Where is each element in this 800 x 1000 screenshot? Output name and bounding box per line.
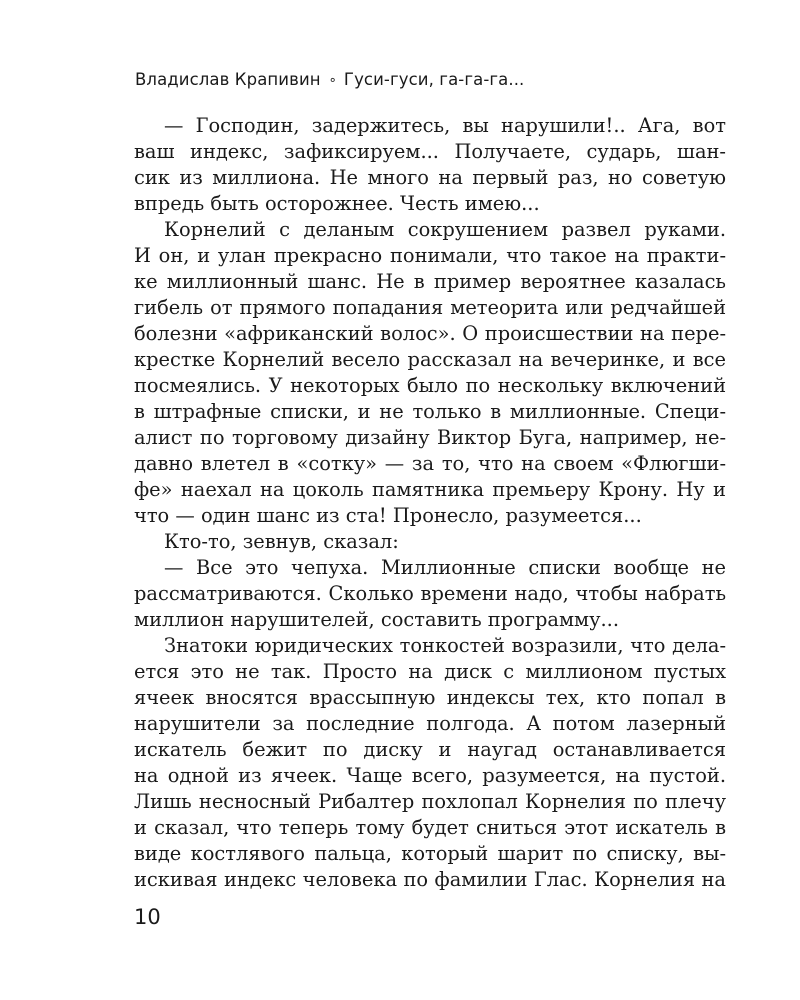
- header-book-title: Гуси-гуси, га-га-га...: [343, 70, 525, 89]
- text-line: ваш индекс, зафиксируем... Получаете, сударь, шан-: [134, 140, 726, 163]
- text-line: миллион нарушителей, составить программу...: [134, 608, 620, 631]
- text-line: болезни «африканский волос». О происшествии на пере-: [134, 322, 726, 345]
- text-line: в штрафные списки, и не только в миллионные. Специ-: [134, 400, 726, 423]
- page-number: 10: [134, 905, 161, 929]
- text-line: искатель бежит по диску и наугад останавливается: [134, 738, 726, 761]
- text-line: посмеялись. У некоторых было по нескольку включений: [134, 374, 726, 397]
- text-line: рассматриваются. Сколько времени надо, чтобы набрать: [134, 582, 726, 605]
- text-line: Лишь несносный Рибалтер похлопал Корнелия по плечу: [134, 790, 726, 813]
- text-line: ячеек вносятся врассыпную индексы тех, кто попал в: [134, 686, 726, 709]
- header-separator: ∘: [328, 73, 337, 88]
- text-line: Знатоки юридических тонкостей возразили, что дела-: [164, 634, 726, 657]
- text-line: и сказал, что теперь тому будет сниться этот искатель в: [134, 816, 726, 839]
- text-line: давно влетел в «сотку» — за то, что на своем «Флюгши-: [134, 452, 726, 475]
- running-header: [135, 70, 524, 89]
- text-line: сик из миллиона. Не много на первый раз, но советую: [134, 166, 726, 189]
- text-line: искивая индекс человека по фамилии Глас. Корнелия на: [134, 868, 726, 891]
- text-line: на одной из ячеек. Чаще всего, разумеется, на пустой.: [134, 764, 726, 787]
- text-line: И он, и улан прекрасно понимали, что такое на практи-: [134, 244, 726, 267]
- header-author: Владислав Крапивин: [135, 70, 321, 89]
- page-body: [134, 113, 726, 893]
- text-line: крестке Корнелий весело рассказал на вечеринке, и все: [134, 348, 726, 371]
- text-line: ке миллионный шанс. Не в пример вероятнее казалась: [134, 270, 726, 293]
- text-line: ется это не так. Просто на диск с миллионом пустых: [134, 660, 726, 683]
- text-line: — Господин, задержитесь, вы нарушили!.. Ага, вот: [164, 114, 726, 137]
- text-line: — Все это чепуха. Миллионные списки вообще не: [164, 556, 726, 579]
- text-line: гибель от прямого попадания метеорита или редчайшей: [134, 296, 726, 319]
- text-line: виде костлявого пальца, который шарит по списку, вы-: [134, 842, 726, 865]
- text-line: Кто-то, зевнув, сказал:: [164, 530, 399, 553]
- text-line: что — один шанс из ста! Пронесло, разумеется...: [134, 504, 642, 527]
- text-line: Корнелий с деланым сокрушением развел руками.: [164, 218, 726, 241]
- text-line: алист по торговому дизайну Виктор Буга, например, не-: [134, 426, 726, 449]
- text-line: нарушители за последние полгода. А потом лазерный: [134, 712, 726, 735]
- text-line: впредь быть осторожнее. Честь имею...: [134, 192, 540, 215]
- text-line: фе» наехал на цоколь памятника премьеру Крону. Ну и: [134, 478, 726, 501]
